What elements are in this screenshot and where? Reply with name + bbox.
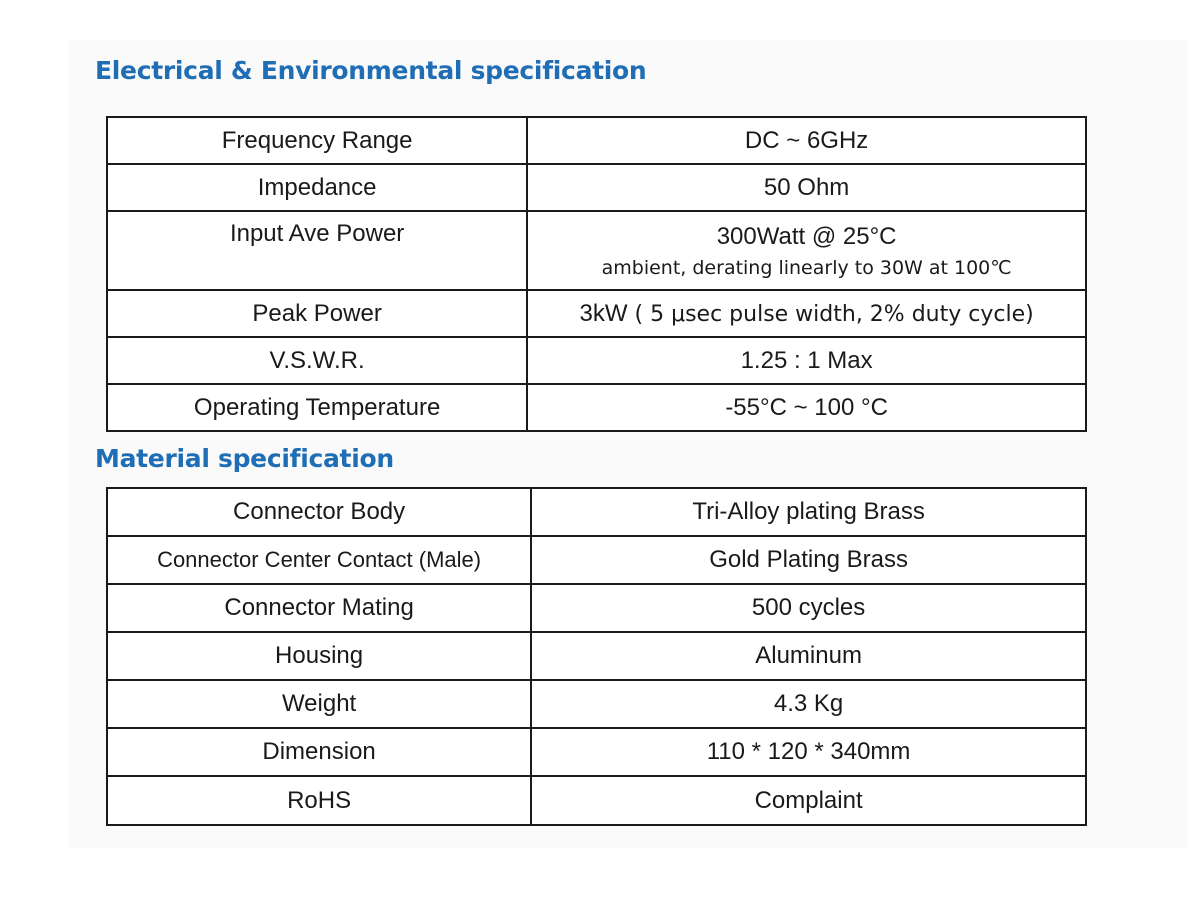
value-cell: DC ~ 6GHz bbox=[527, 117, 1086, 164]
table-row bbox=[107, 632, 1086, 680]
param-cell: Dimension bbox=[107, 728, 531, 776]
value-cell: Aluminum bbox=[531, 632, 1086, 680]
value-cell: 1.25 : 1 Max bbox=[527, 337, 1086, 384]
value-cell: -55°C ~ 100 °C bbox=[527, 384, 1086, 431]
material-section-title: Material specification bbox=[95, 444, 394, 473]
param-cell: Peak Power bbox=[107, 290, 527, 337]
value-cell: 4.3 Kg bbox=[531, 680, 1086, 728]
table-row bbox=[107, 337, 1086, 384]
param-cell: Frequency Range bbox=[107, 117, 527, 164]
param-cell: Connector Center Contact (Male) bbox=[107, 536, 531, 584]
param-cell: Impedance bbox=[107, 164, 527, 211]
table-row bbox=[107, 488, 1086, 536]
table-row bbox=[107, 384, 1086, 431]
value-detail: ( 5 μsec pulse width, 2% duty cycle) bbox=[627, 301, 1034, 327]
param-cell: V.S.W.R. bbox=[107, 337, 527, 384]
table-row bbox=[107, 728, 1086, 776]
param-cell: Connector Body bbox=[107, 488, 531, 536]
value-cell: Gold Plating Brass bbox=[531, 536, 1086, 584]
table-row bbox=[107, 117, 1086, 164]
table-row bbox=[107, 776, 1086, 825]
value-cell: Complaint bbox=[531, 776, 1086, 825]
value-cell: 50 Ohm bbox=[527, 164, 1086, 211]
param-cell: RoHS bbox=[107, 776, 531, 825]
value-main: 3kW bbox=[579, 299, 628, 327]
table-row bbox=[107, 536, 1086, 584]
param-cell: Weight bbox=[107, 680, 531, 728]
param-cell: Housing bbox=[107, 632, 531, 680]
value-cell bbox=[527, 211, 1086, 290]
table-row bbox=[107, 680, 1086, 728]
value-cell: Tri-Alloy plating Brass bbox=[531, 488, 1086, 536]
value-main: 300Watt @ 25°C bbox=[716, 222, 897, 250]
table-row bbox=[107, 584, 1086, 632]
value-note: ambient, derating linearly to 30W at 100℃ bbox=[601, 256, 1012, 279]
table-row bbox=[107, 211, 1086, 290]
electrical-spec-table bbox=[106, 116, 1087, 432]
table-row bbox=[107, 290, 1086, 337]
value-cell: 110 * 120 * 340mm bbox=[531, 728, 1086, 776]
table-row bbox=[107, 164, 1086, 211]
param-cell: Connector Mating bbox=[107, 584, 531, 632]
param-cell: Operating Temperature bbox=[107, 384, 527, 431]
param-cell: Input Ave Power bbox=[107, 211, 527, 290]
electrical-section-title: Electrical & Environmental specification bbox=[95, 56, 647, 85]
value-cell bbox=[527, 290, 1086, 337]
material-spec-table bbox=[106, 487, 1087, 826]
value-cell: 500 cycles bbox=[531, 584, 1086, 632]
